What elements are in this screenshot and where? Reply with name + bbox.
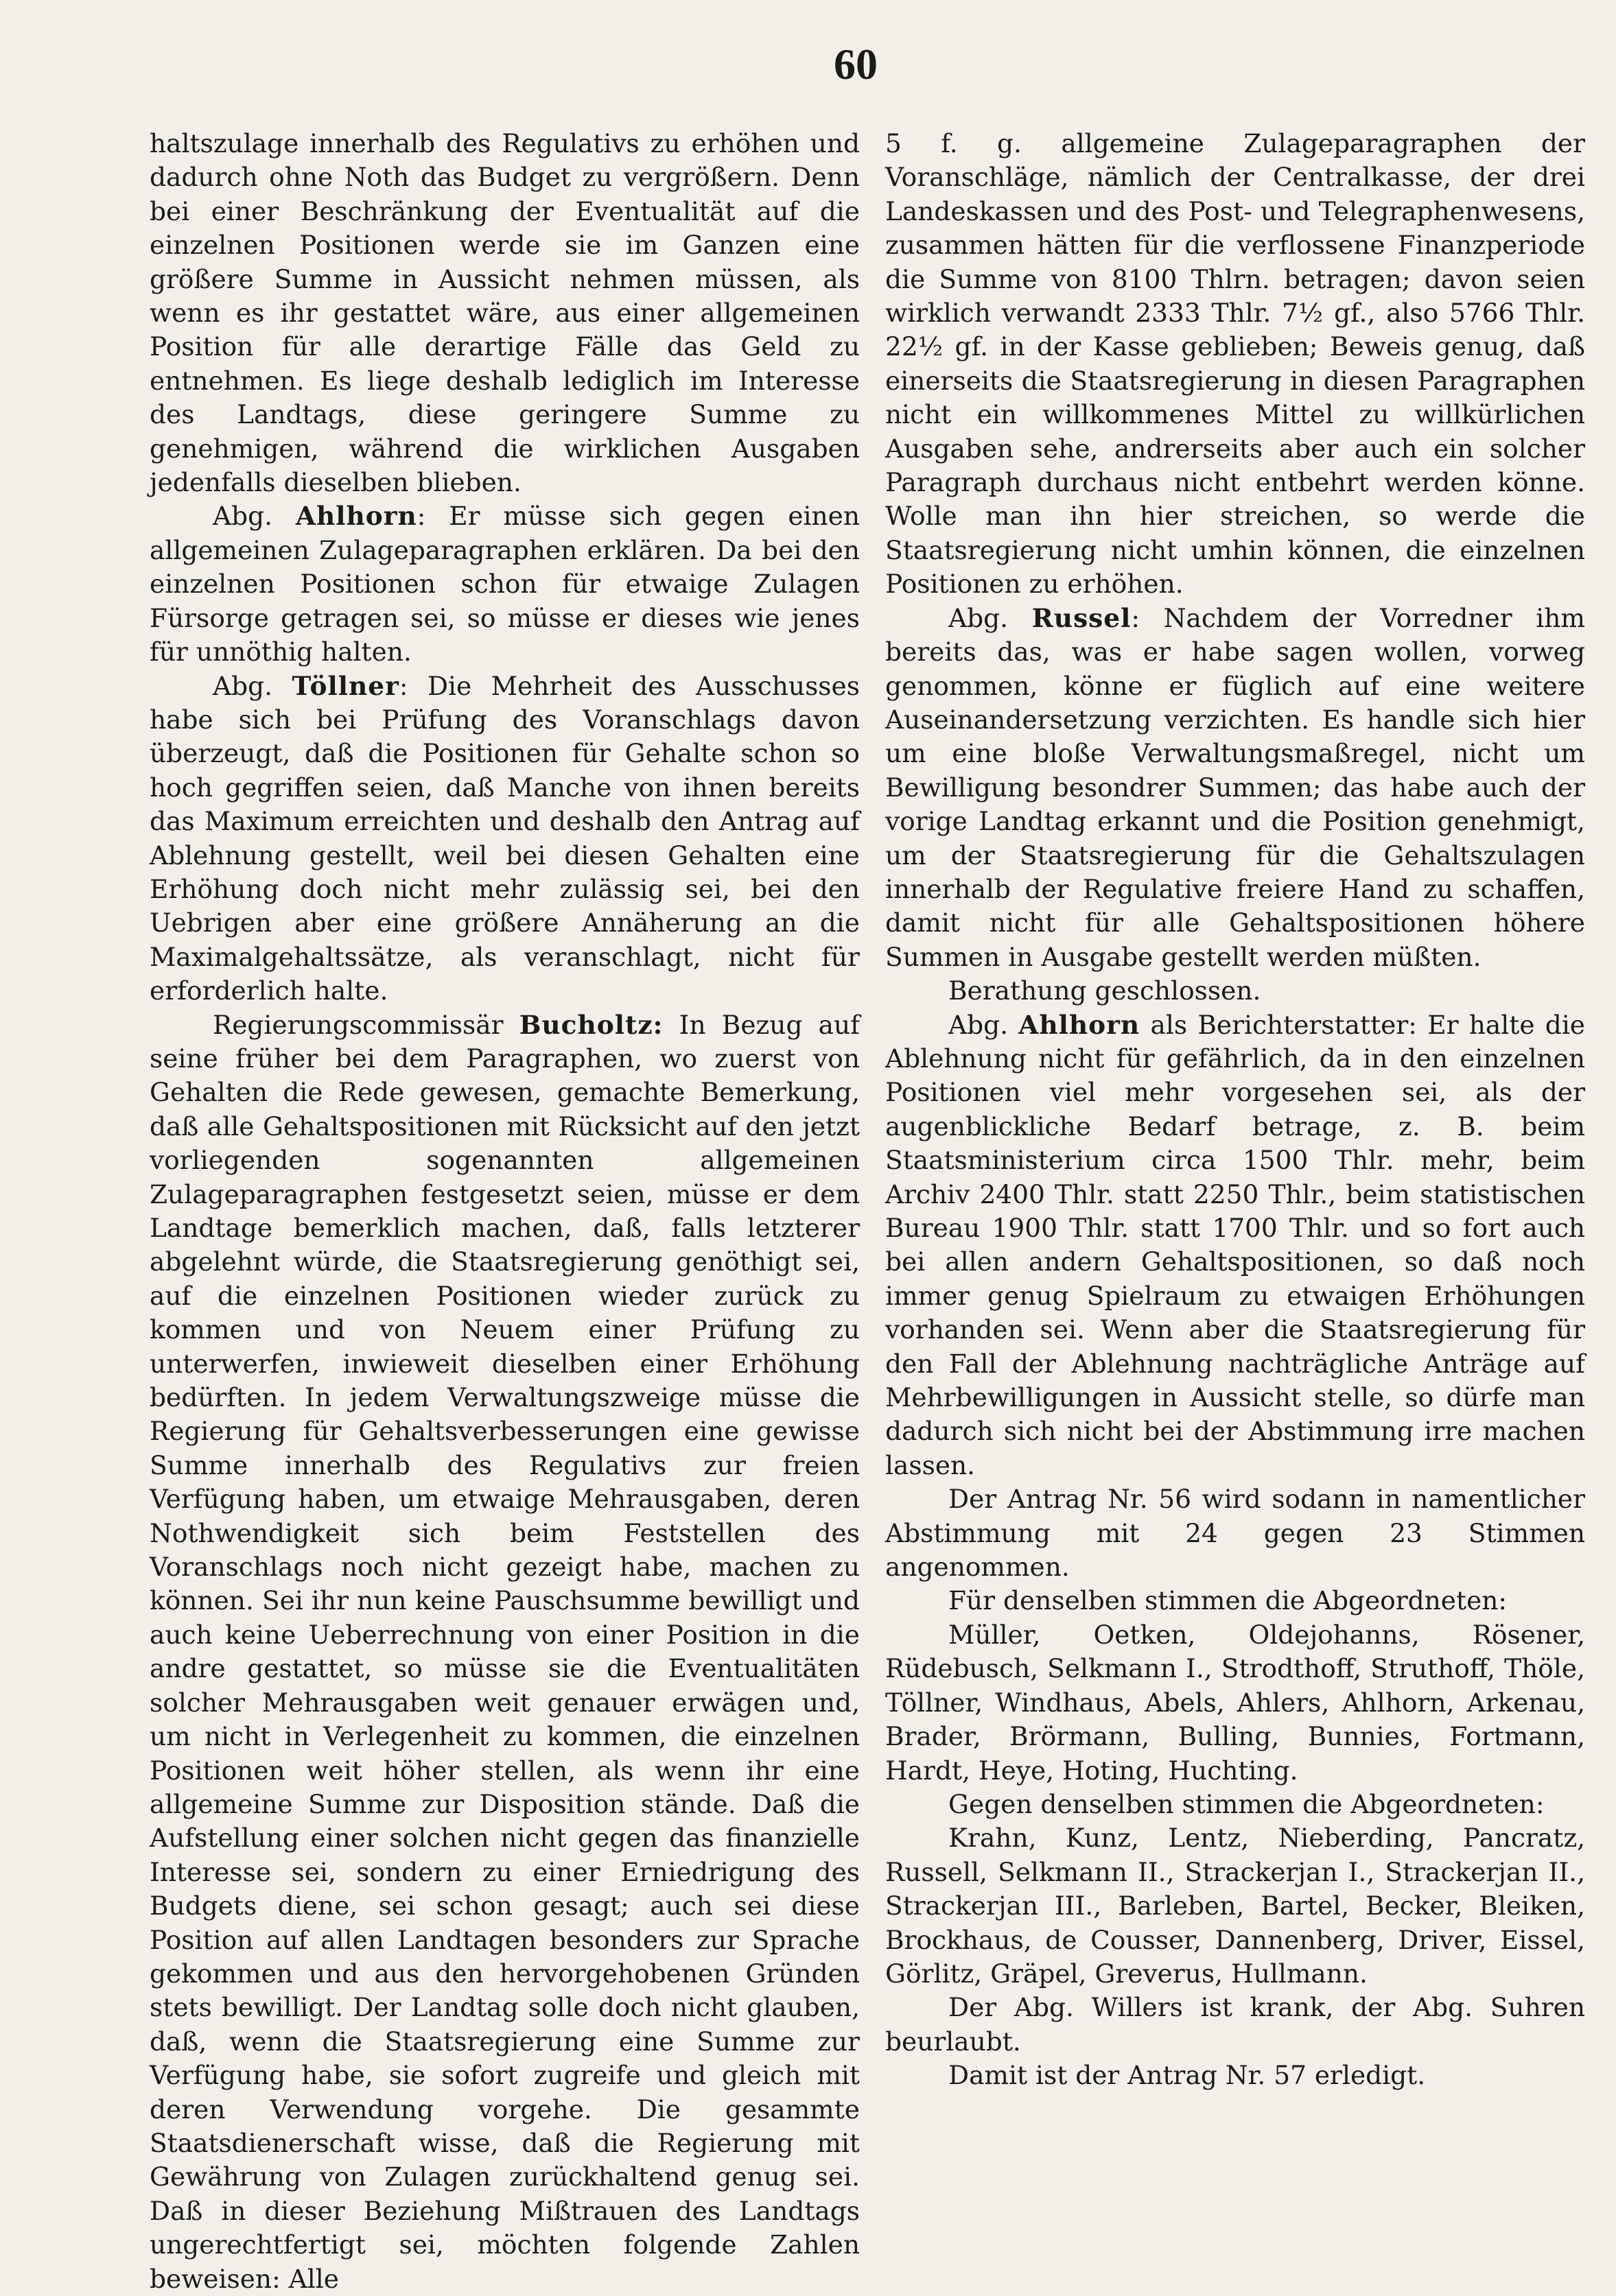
paragraph bbox=[885, 1991, 1585, 2059]
speech-paragraph bbox=[885, 1008, 1585, 1483]
paragraph-text: Damit ist der Antrag Nr. 57 erledigt. bbox=[948, 2060, 1426, 2091]
paragraph-text: : Die Mehrheit des Ausschusses habe sich bei Prüfung des Voranschlags davon überzeugt, daß die Positionen für Gehalte schon so hoch gegriffen seien, daß Manche von ihnen bereits das Maximum erreichten und deshalb den Antrag auf Ablehnung gestellt, weil bei diesen Gehalten eine Erhöhung doch nicht mehr zulässig sei, bei den Uebrigen aber eine größere Annäherung an die Maximalgehaltssätze, als veranschlagt, nicht für erforderlich halte. bbox=[150, 670, 860, 1006]
speaker-title: Abg. bbox=[213, 670, 292, 701]
paragraph bbox=[885, 974, 1585, 1008]
speech-paragraph bbox=[150, 1008, 860, 2296]
paragraph bbox=[885, 1482, 1585, 1584]
vote-heading bbox=[885, 1788, 1585, 1821]
speech-paragraph bbox=[150, 499, 860, 669]
paragraph bbox=[885, 127, 1585, 602]
paragraph-text: In Bezug auf seine früher bei dem Paragraphen, wo zuerst von Gehalten die Rede gewesen, gemachte Bemerkung, daß alle Gehaltspositionen mit Rücksicht auf den jetzt vorliegenden sogenannten allgemeinen Zulageparagraphen festgesetzt seien, müsse er dem Landtage bemerklich machen, daß, falls letzterer abgelehnt würde, die Staatsregierung genöthigt sei, auf die einzelnen Positionen wieder zurück zu kommen und von Neuem einer Prüfung zu unterwerfen, inwieweit dieselben einer Erhöhung bedürften. In jedem Verwaltungszweige müsse die Regierung für Gehaltsverbesserungen eine gewisse Summe innerhalb des Regulativs zur freien Verfügung haben, um etwaige Mehrausgaben, deren Nothwendigkeit sich beim Feststellen des Voranschlags noch nicht gezeigt habe, machen zu können. Sei ihr nun keine Pauschsumme bewilligt und auch keine Ueberrechnung von einer Position in die andre gestattet, so müsse sie die Eventualitäten solcher Mehrausgaben weit genauer erwägen und, um nicht in Verlegenheit zu kommen, die einzelnen Positionen weit höher stellen, als wenn ihr eine allgemeine Summe zur Disposition stände. Daß die Aufstellung einer solchen nicht gegen das finanzielle Interesse sei, sondern zu einer Erniedrigung des Budgets diene, sei schon gesagt; auch sei diese Position auf allen Landtagen besonders zur Sprache gekommen und aus den hervorgehobenen Gründen stets bewilligt. Der Landtag solle doch nicht glauben, daß, wenn die Staatsregierung eine Summe zur Verfügung habe, sie sofort zugreife und gleich mit deren Verwendung vorgehe. Die gesammte Staatsdienerschaft wisse, daß die Regierung mit Gewährung von Zulagen zurückhaltend genug sei. Daß in dieser Beziehung Mißtrauen des Landtags ungerechtfertigt sei, möchten folgende Zahlen beweisen: Alle bbox=[150, 1009, 860, 2294]
paragraph-text: : Nachdem der Vorredner ihm bereits das, was er habe sagen wollen, vorweg genommen, könne er füglich auf eine weitere Auseinandersetzung verzichten. Es handle sich hier um eine bloße Verwaltungsmaßregel, nicht um Bewilligung besondrer Summen; das habe auch der vorige Landtag erkannt und die Position genehmigt, um der Staatsregierung für die Gehaltszulagen innerhalb der Regulative freiere Hand zu schaffen, damit nicht für alle Gehaltspositionen höhere Summen in Ausgabe gestellt werden müßten. bbox=[885, 602, 1585, 972]
speaker-name: Töllner bbox=[292, 670, 399, 701]
speaker-name: Ahlhorn bbox=[1018, 1009, 1140, 1040]
speaker-name: Russel bbox=[1031, 602, 1132, 633]
paragraph-text: Berathung geschlossen. bbox=[948, 975, 1261, 1006]
paragraph-text: Der Abg. Willers ist krank, der Abg. Suhren beurlaubt. bbox=[885, 1992, 1585, 2057]
paragraph-text: 5 f. g. allgemeine Zulageparagraphen der Voranschläge, nämlich der Centralkasse, der drei Landeskassen und des Post- und Telegraphenwesens, zusammen hätten für die verflossene Finanzperiode die Summe von 8100 Thlrn. betragen; davon seien wirklich verwandt 2333 Thlr. 7½ gf., also 5766 Thlr. 22½ gf. in der Kasse geblieben; Beweis genug, daß einerseits die Staatsregierung in diesen Paragraphen nicht ein willkommenes Mittel zu willkürlichen Ausgaben sehe, andrerseits aber auch ein solcher Paragraph durchaus nicht entbehrt werden könne. Wolle man ihn hier streichen, so werde die Staatsregierung nicht umhin können, die einzelnen Positionen zu erhöhen. bbox=[885, 128, 1585, 600]
names-text: Krahn, Kunz, Lentz, Nieberding, Pancratz, Russell, Selkmann II., Strackerjan I., Strackerjan II., Strackerjan III., Barleben, Bartel, Becker, Bleiken, Brockhaus, de Cousser, Dannenberg, Driver, Eissel, Görlitz, Gräpel, Greverus, Hullmann. bbox=[885, 1823, 1585, 1989]
speech-paragraph bbox=[150, 670, 860, 1008]
speaker-title: Abg. bbox=[948, 1009, 1019, 1040]
vote-names-list bbox=[885, 1618, 1585, 1788]
vote-heading bbox=[885, 1584, 1585, 1618]
names-text: Müller, Oetken, Oldejohanns, Rösener, Rüdebusch, Selkmann I., Strodthoff, Struthoff, Thöle, Töllner, Windhaus, Abels, Ahlers, Ahlhorn, Arkenau, Brader, Brörmann, Bulling, Bunnies, Fortmann, Hardt, Heye, Hoting, Huchting. bbox=[885, 1619, 1585, 1786]
left-column bbox=[150, 127, 860, 2296]
speaker-name: Ahlhorn bbox=[295, 501, 417, 532]
speaker-name: Bucholtz: bbox=[519, 1009, 664, 1040]
speech-paragraph bbox=[885, 602, 1585, 974]
paragraph-text: : Er müsse sich gegen einen allgemeinen Zulageparagraphen erklären. Da bei den einzelnen Positionen schon für etwaige Zulagen Fürsorge getragen sei, so müsse er dieses wie jenes für unnöthig halten. bbox=[150, 501, 860, 667]
speaker-title: Regierungscommissär bbox=[213, 1009, 519, 1040]
page-number: 60 bbox=[834, 40, 878, 88]
paragraph-text: Der Antrag Nr. 56 wird sodann in namentlicher Abstimmung mit 24 gegen 23 Stimmen angenommen. bbox=[885, 1484, 1585, 1583]
paragraph bbox=[885, 2059, 1585, 2092]
paragraph-text: Gegen denselben stimmen die Abgeordneten: bbox=[948, 1788, 1545, 1819]
paragraph-text: haltszulage innerhalb des Regulativs zu erhöhen und dadurch ohne Noth das Budget zu vergrößern. Denn bei einer Beschränkung der Eventualität auf die einzelnen Positionen werde sie im Ganzen eine größere Summe in Aussicht nehmen müssen, als wenn es ihr gestattet wäre, aus einer allgemeinen Position für alle derartige Fälle das Geld zu entnehmen. Es liege deshalb lediglich im Interesse des Landtags, diese geringere Summe zu genehmigen, während die wirklichen Ausgaben jedenfalls dieselben blieben. bbox=[150, 128, 860, 498]
paragraph bbox=[150, 127, 860, 499]
right-column bbox=[885, 127, 1585, 2093]
paragraph-text: Für denselben stimmen die Abgeordneten: bbox=[948, 1585, 1508, 1616]
vote-names-list bbox=[885, 1821, 1585, 1991]
paragraph-text: als Berichterstatter: Er halte die Ablehnung nicht für gefährlich, da in den einzelnen Positionen viel mehr vorgesehen sei, als der augenblickliche Bedarf betrage, z. B. beim Staatsministerium circa 1500 Thlr. mehr, beim Archiv 2400 Thlr. statt 2250 Thlr., beim statistischen Bureau 1900 Thlr. statt 1700 Thlr. und so fort auch bei allen andern Gehaltspositionen, so daß noch immer genug Spielraum zu etwaigen Erhöhungen vorhanden sei. Wenn aber die Staatsregierung für den Fall der Ablehnung nachträgliche Anträge auf Mehrbewilligungen in Aussicht stelle, so dürfe man dadurch sich nicht bei der Abstimmung irre machen lassen. bbox=[885, 1009, 1585, 1480]
speaker-title: Abg. bbox=[948, 602, 1032, 633]
speaker-title: Abg. bbox=[213, 501, 296, 532]
